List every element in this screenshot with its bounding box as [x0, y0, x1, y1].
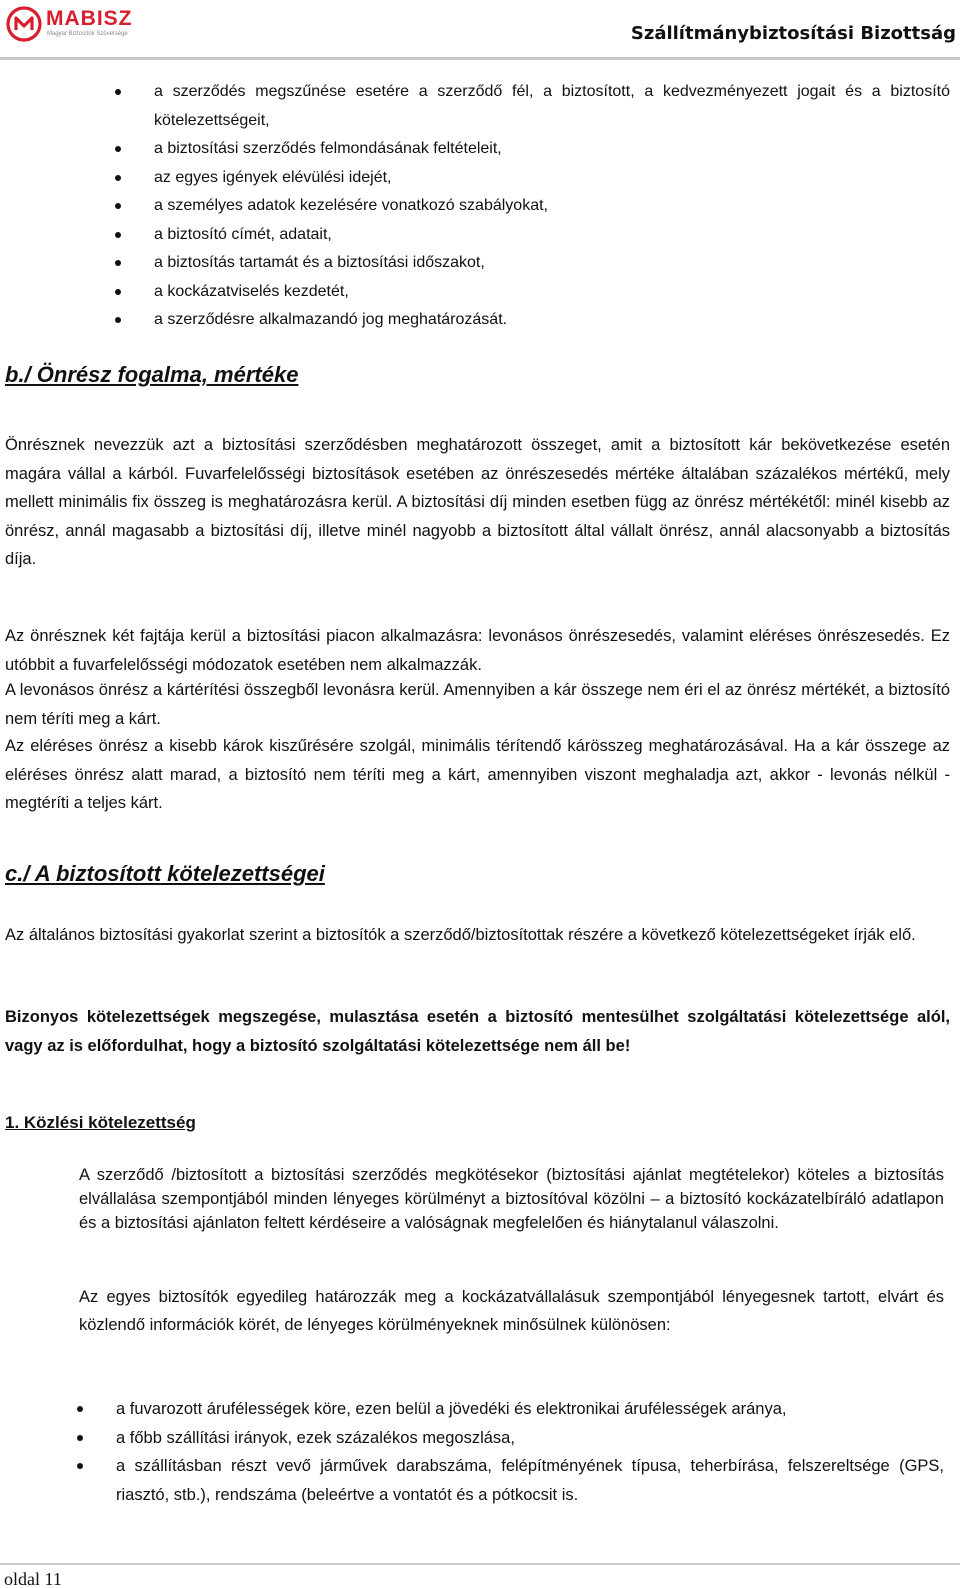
logo-name: MABISZ: [46, 7, 133, 30]
section-b-heading: b./ Önrész fogalma, mértéke: [5, 362, 299, 387]
section-c-warning: Bizonyos kötelezettségek megszegése, mulasztása esetén a biztosító mentesülhet szolgáltatási kötelezettsége alól, vagy az is előfordulhat, hogy a biztosító szolgáltatási kötelezettsége nem áll be!: [5, 1008, 950, 1055]
list-item: a szerződésre alkalmazandó jog meghatározását.: [112, 306, 950, 335]
section-b-paragraph: Az eléréses önrész a kisebb károk kiszűrésére szolgál, minimális térítendő kárösszeg meghatározásával. Ha a kár összege az eléréses önrész alatt marad, a biztosító nem téríti meg a kárt, amennyiben viszont meghaladja azt, akkor - levonás nélkül - megtéríti a teljes kárt.: [5, 737, 950, 812]
mabisz-logo: [4, 4, 134, 44]
logo-mark-icon: [6, 6, 42, 42]
list-item: a biztosítás tartamát és a biztosítási időszakot,: [112, 249, 950, 278]
list-item: a kockázatviselés kezdetét,: [112, 278, 950, 307]
section-c-heading: c./ A biztosított kötelezettségei: [5, 861, 325, 886]
page-number: oldal 11: [4, 1569, 62, 1588]
section-c-paragraph: Az általános biztosítási gyakorlat szerint a biztosítók a szerződő/biztosítottak részére a következő kötelezettségeket írják elő.: [5, 926, 916, 944]
list-item: a biztosítási szerződés felmondásának feltételeit,: [112, 135, 950, 164]
section-1-heading: 1. Közlési kötelezettség: [5, 1113, 196, 1132]
list-item: a személyes adatok kezelésére vonatkozó szabályokat,: [112, 192, 950, 221]
section-b-paragraph: Önrésznek nevezzük azt a biztosítási szerződésben meghatározott összeget, amit a biztosított kár bekövetkezése esetén magára vállal a kárból. Fuvarfelelősségi biztosítások esetében az önrészesedés mértéke általában százalékos mértékű, mely mellett minimális fix összeg is meghatározásra kerül. A biztosítási díj minden esetben függ az önrész mértékétől: minél kisebb az önrész, annál magasabb a biztosítási díj, illetve minél nagyobb a biztosított által vállalt önrész, annál alacsonyabb a biztosítás díja.: [5, 436, 950, 568]
section-1-paragraph: Az egyes biztosítók egyedileg határozzák meg a kockázatvállalásuk szempontjából lényegesnek tartott, elvárt és közlendő információk körét, de lényeges körülményeknek minősülnek különösen:: [79, 1288, 944, 1334]
section-b-paragraph: A levonásos önrész a kártérítési összegből levonásra kerül. Amennyiben a kár összege nem éri el az önrész mértékét, a biztosító nem téríti meg a kárt.: [5, 681, 950, 728]
section-b-paragraph: Az önrésznek két fajtája kerül a biztosítási piacon alkalmazásra: levonásos önrészesedés, valamint eléréses önrészesedés. Ez utóbbit a fuvarfelelősségi módozatok esetében nem alkalmazzák.: [5, 627, 950, 674]
top-bullet-list: [112, 78, 950, 335]
header-title: Szállítmánybiztosítási Bizottság: [630, 23, 956, 44]
page-header: [0, 0, 960, 64]
section-1-paragraph: A szerződő /biztosított a biztosítási szerződés megkötésekor (biztosítási ajánlat megtételekor) köteles a biztosítás elvállalása szempontjából minden lényeges körülményt a biztosítóval közölni – a biztosító kockázatelbíráló adatlapon és a biztosítási ajánlaton feltett kérdéseire a valóságnak megfelelően és hiánytalanul válaszolni.: [79, 1166, 944, 1232]
list-item: az egyes igények elévülési idejét,: [112, 164, 950, 193]
logo-tagline: Magyar Biztosítók Szövetsége: [47, 31, 128, 37]
list-item: a szerződés megszűnése esetére a szerződő fél, a biztosított, a kedvezményezett jogait és a biztosító kötelezettségeit,: [112, 78, 950, 135]
list-item: a szállításban részt vevő járművek darabszáma, felépítményének típusa, teherbírása, felszereltsége (GPS, riasztó, stb.), rendszáma (beleértve a vontatót és a pótkocsit is.: [74, 1452, 944, 1509]
list-item: a főbb szállítási irányok, ezek százalékos megoszlása,: [74, 1424, 944, 1453]
section-1-bullet-list: [74, 1395, 944, 1509]
list-item: a biztosító címét, adatait,: [112, 221, 950, 250]
footer-divider: [0, 1563, 960, 1565]
list-item: a fuvarozott árufélességek köre, ezen belül a jövedéki és elektronikai árufélességek aránya,: [74, 1395, 944, 1424]
header-divider: [0, 57, 960, 60]
